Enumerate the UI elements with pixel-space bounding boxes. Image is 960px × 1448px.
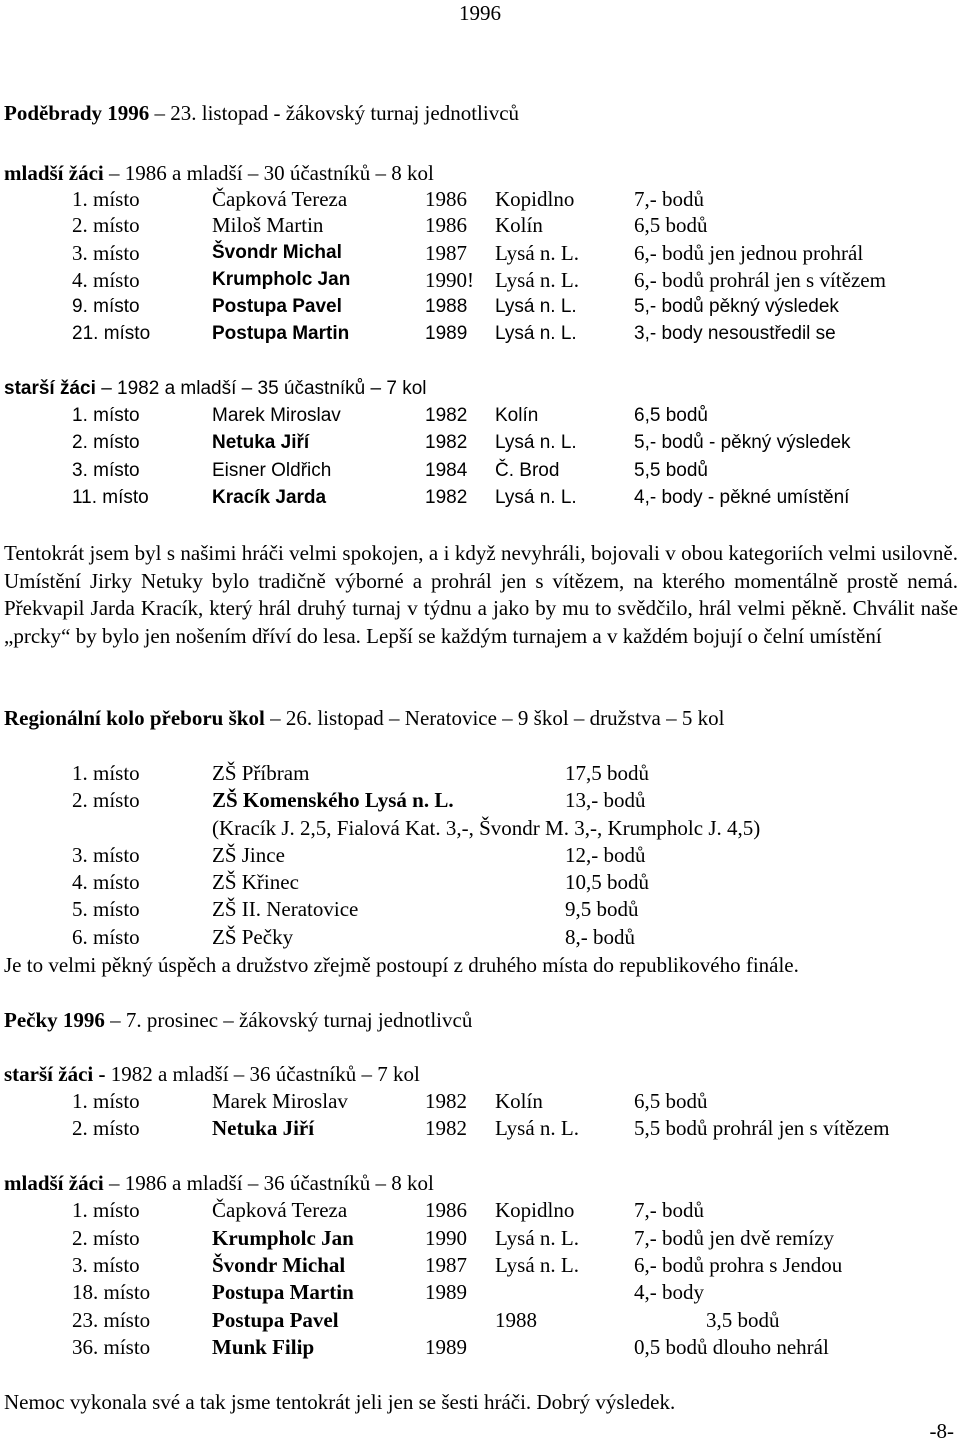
pecky-closing-note: Nemoc vykonala své a tak jsme tentokrát jeli jen se šesti hráči. Dobrý výsledek. — [4, 1390, 676, 1414]
commentary-paragraph: Tentokrát jsem byl s našimi hráči velmi spokojen, a i když nevyhráli, bojovali v obou kategoriích velmi usilovně. Umístění Jirky Netuky bylo tradičně výborné a prohrál jen s vítězem, na kterého momentálně prostě nemá. Překvapil Jarda Kracík, který hrál druhý turnaj v týdnu a jako by mu to svědčilo, hrál velmi pěkně. Chválit naše „prcky“ by bylo jen nošením dříví do lesa. Lepší se každým turnajem a v každém bojují o čelní umístění — [4, 541, 958, 648]
regional-closing-note: Je to velmi pěkný úspěch a družstvo zřejmě postoupí z druhého místa do republikového finále. — [4, 953, 799, 977]
team-members-note: (Kracík J. 2,5, Fialová Kat. 3,-, Švondr M. 3,-, Krumpholc J. 4,5) — [212, 816, 761, 840]
section-title-podebrady: Poděbrady 1996 – 23. listopad - žákovský turnaj jednotlivců — [4, 101, 520, 125]
group-heading-mladsi-zaci: mladší žáci – 1986 a mladší – 30 účastníků – 8 kol — [4, 161, 434, 185]
section-title-pecky: Pečky 1996 – 7. prosinec – žákovský turnaj jednotlivců — [4, 1008, 473, 1032]
group-heading-starsi-zaci-pecky: starší žáci - 1982 a mladší – 36 účastníků – 7 kol — [4, 1062, 420, 1086]
group-heading-mladsi-zaci-pecky: mladší žáci – 1986 a mladší – 36 účastníků – 8 kol — [4, 1171, 434, 1195]
page-header: 1996 — [459, 1, 501, 25]
section-title-regionalni-kolo: Regionální kolo přeboru škol – 26. listopad – Neratovice – 9 škol – družstva – 5 kol — [4, 706, 725, 730]
page-number: -8- — [929, 1419, 954, 1443]
group-heading-starsi-zaci: starší žáci – 1982 a mladší – 35 účastníků – 7 kol — [4, 378, 427, 399]
